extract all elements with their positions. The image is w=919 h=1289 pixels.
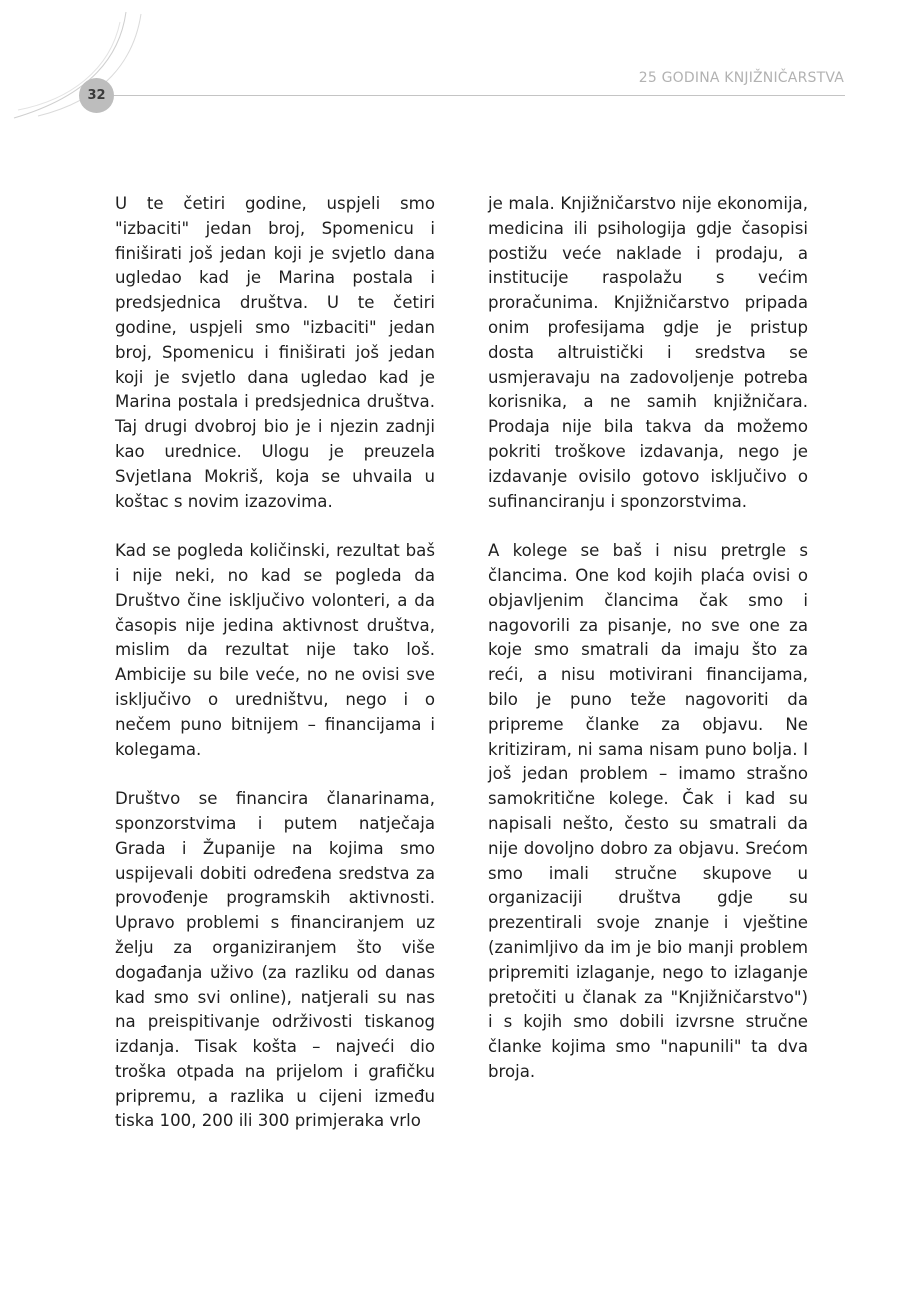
- paragraph: U te četiri godine, uspjeli smo "izbaciti" jedan broj, Spomenicu i finiširati još jedan koji je svjetlo dana ugledao kad je Marina postala i predsjednica društva. U te četiri godine, uspjeli smo "izbaciti" jedan broj, Spomenicu i finiširati još jedan koji je svjetlo dana ugledao kad je Marina postala i predsjednica društva. Taj drugi dvobroj bio je i njezin zadnji kao urednice. Ulogu je preuzela Svjetlana Mokriš, koja se uhvaila u koštac s novim izazovima.: [115, 194, 435, 511]
- paragraph: Društvo se financira članarinama, sponzorstvima i putem natječaja Grada i Županije na kojima smo uspijevali dobiti određena sredstva za provođenje programskih aktivnosti. Upravo problemi s financiranjem uz želju za organiziranjem što više događanja uživo (za razliku od danas kad smo svi online), natjerali su nas na preispitivanje održivosti tiskanog izdanja. Tisak košta – najveći dio troška otpada na prijelom i grafičku pripremu, a razlika u cijeni između tiska 100, 200 ili 300 primjeraka vrlo: [115, 789, 435, 1131]
- paragraph: A kolege se baš i nisu pretrgle s člancima. One kod kojih plaća ovisi o objavljenim člancima čak smo i nagovorili za pisanje, no sve one za koje smo smatrali da imaju što za reći, a nisu motivirani financijama, bilo je puno teže nagovoriti da pripreme članke za objavu. Ne kritiziram, ni sama nisam puno bolja. I još jedan problem – imamo strašno samokritične kolege. Čak i kad su napisali nešto, često su smatrali da nije dovoljno dobro za objavu. Srećom smo imali stručne skupove u organizaciji društva gdje su prezentirali svoje znanje i vještine (zanimljivo da im je bio manji problem pripremiti izlaganje, nego to izlaganje pretočiti u članak za "Knjižničarstvo") i s kojih smo dobili izvrsne stručne članke kojima smo "napunili" ta dva broja.: [488, 541, 808, 1081]
- left-text-column: [115, 192, 435, 1134]
- running-title: 25 GODINA KNJIŽNIČARSTVA: [638, 70, 844, 86]
- paragraph: je mala. Knjižničarstvo nije ekonomija, medicina ili psihologija gdje časopisi postižu veće naklade i prodaju, a institucije raspolažu s većim proračunima. Knjižničarstvo pripada onim profesijama gdje je pristup dosta altruistički i sredstva se usmjeravaju na zadovoljenje potreba korisnika, a ne samih knjižničara. Prodaja nije bila takva da možemo pokriti troškove izdavanja, nego je izdavanje ovisilo gotovo isključivo o sufinanciranju i sponzorstvima.: [488, 194, 808, 511]
- page-number: 32: [79, 78, 114, 113]
- paragraph: Kad se pogleda količinski, rezultat baš i nije neki, no kad se pogleda da Društvo čine isključivo volonteri, a da časopis nije jedina aktivnost društva, mislim da rezultat nije tako loš. Ambicije su bile veće, no ne ovisi sve isključivo o uredništvu, nego i o nečem puno bitnijem – financijama i kolegama.: [115, 541, 435, 759]
- decorative-curves: [0, 0, 200, 140]
- right-text-column: [488, 192, 808, 1085]
- header-rule: [114, 95, 845, 96]
